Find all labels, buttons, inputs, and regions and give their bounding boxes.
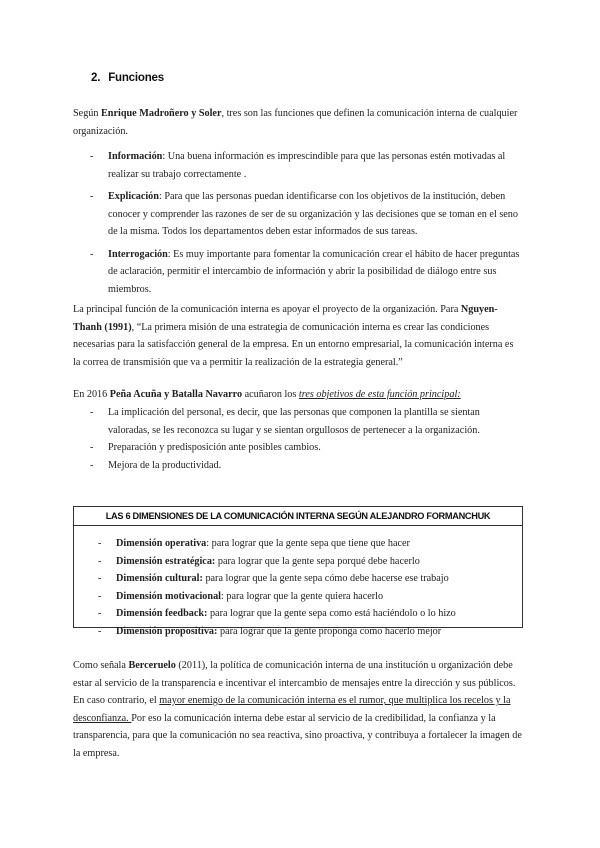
para3-text-pre: En 2016 bbox=[73, 389, 110, 400]
para4-underlined: mayor enemigo de la comunicación interna es el rumor, que multiplica los recelos y la desconfianza. bbox=[73, 695, 511, 724]
function-text: : Es muy importante para fomentar la comunicación crear el hábito de hacer preguntas de aclaración, permitir el intercambio de información y abrir la posibilidad de diálogo entre sus miembros. bbox=[108, 248, 520, 295]
dimension-text: para lograr que la gente sepa cómo debe hacerse ese trabajo bbox=[202, 573, 449, 584]
list-item bbox=[98, 623, 508, 641]
dimension-text: para lograr que la gente sepa como está haciéndolo o lo hizo bbox=[207, 608, 456, 619]
dimensions-box-title: LAS 6 DIMENSIONES DE LA COMUNICACIÓN INTERNA SEGÚN ALEJANDRO FORMANCHUK bbox=[74, 507, 522, 526]
paragraph-objectives-intro bbox=[73, 386, 523, 404]
list-item: - Mejora de la productividad. bbox=[90, 457, 523, 475]
function-term: Información bbox=[108, 151, 163, 162]
paragraph-berceruelo bbox=[73, 657, 523, 762]
list-item bbox=[98, 535, 508, 553]
para2-text-post: , “La primera misión de una estrategia de comunicación interna es crear las condiciones necesarias para la satisfacción general de la empresa. En un entorno empresarial, la comunicación interna es la correa de transmisión que va a permitir la realización de la estrategia general.” bbox=[73, 321, 514, 368]
list-item bbox=[90, 148, 523, 183]
para3-author: Peña Acuña y Batalla Navarro bbox=[109, 389, 243, 400]
dimension-term: Dimensión operativa bbox=[116, 538, 207, 549]
objectives-list bbox=[90, 404, 523, 474]
list-item bbox=[98, 588, 508, 606]
list-item bbox=[98, 605, 508, 623]
section-number: 2. bbox=[91, 72, 101, 84]
dimension-text: : para lograr que la gente quiera hacerlo bbox=[221, 590, 384, 602]
dimension-term: Dimensión propositiva: bbox=[116, 625, 218, 637]
para2-text-pre: La principal función de la comunicación interna es apoyar el proyecto de la organización. Para bbox=[73, 304, 461, 315]
para4-text-mid: (2011), la política de comunicación interna de una institución u organización debe estar al servicio de la transparencia e incentivar el intercambio de mensajes entre la dirección y sus públicos. En caso contrario, el bbox=[73, 660, 516, 706]
para3-emphasis: tres objetivos de esta función principal: bbox=[298, 389, 461, 400]
list-item bbox=[90, 246, 523, 299]
function-term: Explicación bbox=[108, 191, 159, 202]
dimensions-box bbox=[73, 506, 523, 637]
para4-text-pre: Como señala bbox=[73, 660, 129, 671]
list-item bbox=[98, 570, 508, 588]
intro-paragraph bbox=[73, 105, 523, 140]
section-heading bbox=[91, 72, 164, 84]
dimension-term: Dimensión motivacional bbox=[116, 590, 221, 602]
functions-list bbox=[90, 148, 523, 303]
list-item: - Preparación y predisposición ante posibles cambios. bbox=[90, 439, 523, 457]
section-title: Funciones bbox=[108, 72, 164, 84]
intro-text-post: , tres son las funciones que definen la comunicación interna de cualquier organización. bbox=[73, 108, 518, 137]
function-text: : Una buena información es imprescindible para que las personas estén motivadas al realizar su trabajo correctamente . bbox=[108, 151, 506, 180]
list-item bbox=[98, 553, 508, 571]
paragraph-nguyen bbox=[73, 301, 523, 371]
dimension-term: Dimensión feedback: bbox=[116, 608, 208, 619]
para3-text-mid: acuñaron los bbox=[242, 389, 299, 400]
intro-author: Enrique Madroñero y Soler bbox=[101, 108, 222, 119]
list-item: - La implicación del personal, es decir, que las personas que componen la plantilla se sientan valoradas, se les reconozca su lugar y se sientan orgullosos de pertenecer a la organización. bbox=[90, 404, 523, 439]
para2-author: Nguyen-Thanh (1991) bbox=[73, 304, 498, 333]
dimension-text: para lograr que la gente proponga como hacerlo mejor bbox=[217, 625, 442, 637]
dimension-term: Dimensión estratégica: bbox=[116, 555, 216, 567]
dimension-text: : para lograr que la gente sepa que tiene que hacer bbox=[206, 538, 410, 549]
para4-author: Berceruelo bbox=[128, 660, 176, 671]
list-item bbox=[90, 188, 523, 241]
dimension-term: Dimensión cultural: bbox=[116, 573, 203, 584]
dimensions-list bbox=[98, 535, 508, 640]
function-term: Interrogación bbox=[108, 248, 168, 260]
intro-text-pre: Según bbox=[73, 108, 102, 119]
function-text: : Para que las personas puedan identificarse con los objetivos de la institución, deben conocer y comprender las razones de ser de su organización y las decisiones que se toman en el seno de la misma. Todos los departamentos deben estar informados de sus tareas. bbox=[108, 191, 518, 237]
dimension-text: para lograr que la gente sepa porqué debe hacerlo bbox=[215, 555, 420, 567]
para4-text-post: Por eso la comunicación interna debe estar al servicio de la credibilidad, la confianza y la transparencia, para que la comunicación no sea reactiva, sino proactiva, y contribuya a fortalecer la imagen de la empresa. bbox=[73, 712, 522, 759]
